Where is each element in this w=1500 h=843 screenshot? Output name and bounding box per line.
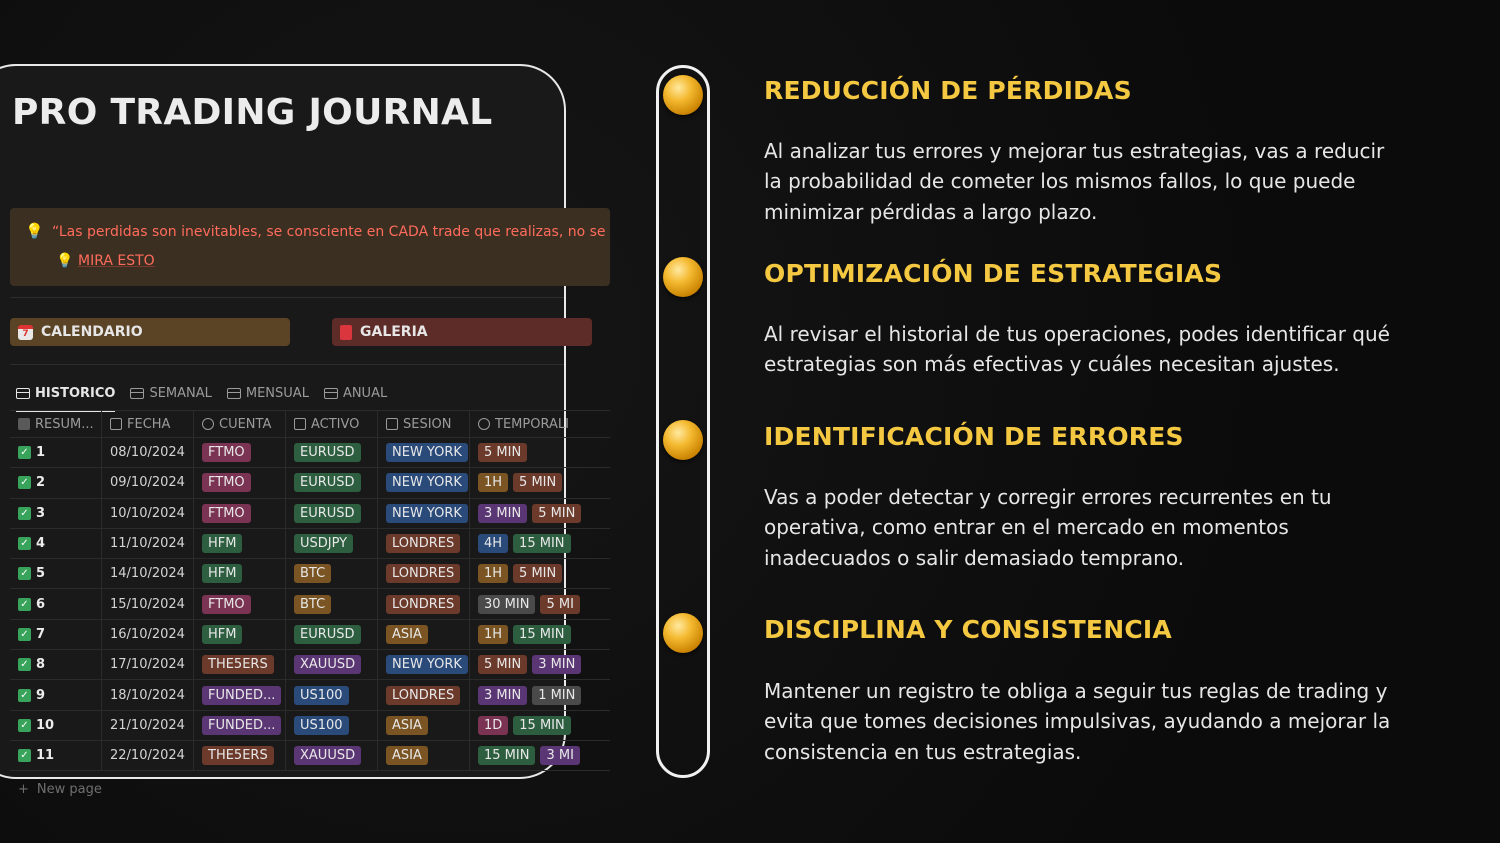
tag: FTMO <box>202 504 251 523</box>
cell-resumen[interactable] <box>10 650 101 679</box>
cell-sesion[interactable] <box>377 711 469 740</box>
cell-fecha[interactable] <box>101 438 193 467</box>
cell-fecha[interactable] <box>101 468 193 497</box>
row-number: 6 <box>36 596 46 612</box>
tag: 1H <box>478 625 508 644</box>
table-row[interactable] <box>10 468 610 498</box>
checkbox-checked-icon[interactable]: ✓ <box>18 476 31 489</box>
tag: 5 MIN <box>478 443 527 462</box>
tag: 5 MIN <box>513 564 562 583</box>
divider <box>10 297 564 298</box>
tag: HFM <box>202 534 242 553</box>
tag: NEW YORK <box>386 504 468 523</box>
section-title-identificacion: IDENTIFICACIÓN DE ERRORES <box>764 422 1184 451</box>
tag: 5 MIN <box>478 655 527 674</box>
table-icon <box>324 388 338 399</box>
checkbox-checked-icon[interactable]: ✓ <box>18 658 31 671</box>
cell-sesion[interactable] <box>377 438 469 467</box>
row-number: 8 <box>36 657 46 673</box>
page-title: PRO TRADING JOURNAL <box>12 92 493 133</box>
timeline-dot-3 <box>663 420 703 460</box>
tag: EURUSD <box>294 504 361 523</box>
checkbox-checked-icon[interactable]: ✓ <box>18 446 31 459</box>
lightbulb-icon: 💡 <box>25 222 44 240</box>
cell-sesion[interactable] <box>377 468 469 497</box>
cell-resumen[interactable] <box>10 620 101 649</box>
cell-cuenta[interactable] <box>193 438 285 467</box>
tag: FUNDED... <box>202 716 281 735</box>
cell-sesion[interactable] <box>377 499 469 528</box>
row-number: 4 <box>36 536 46 552</box>
column-header-activo[interactable] <box>285 411 377 437</box>
cell-activo[interactable] <box>285 468 377 497</box>
cell-resumen[interactable] <box>10 711 101 740</box>
tag: BTC <box>294 564 331 583</box>
date-value: 17/10/2024 <box>110 657 185 673</box>
section-body-disciplina: Mantener un registro te obliga a seguir tus reglas de trading y evita que tomes decisiones impulsivas, ayudando a mejorar la consistencia en tus estrategias. <box>764 679 1391 764</box>
row-number: 9 <box>36 687 46 703</box>
cell-fecha[interactable] <box>101 650 193 679</box>
date-value: 08/10/2024 <box>110 445 185 461</box>
cell-fecha[interactable] <box>101 589 193 618</box>
cell-cuenta[interactable] <box>193 499 285 528</box>
clock-icon <box>478 418 490 430</box>
calendario-label: CALENDARIO <box>41 324 143 340</box>
tag: LONDRES <box>386 595 460 614</box>
section-title-reduccion: REDUCCIÓN DE PÉRDIDAS <box>764 76 1132 105</box>
calendar-icon <box>110 418 122 430</box>
date-value: 16/10/2024 <box>110 626 185 642</box>
tag: NEW YORK <box>386 443 468 462</box>
table-row[interactable] <box>10 620 610 650</box>
checkbox-checked-icon[interactable]: ✓ <box>18 628 31 641</box>
tag: 3 MIN <box>478 504 527 523</box>
table-row[interactable] <box>10 499 610 529</box>
column-header-cuenta[interactable] <box>193 411 285 437</box>
tag: EURUSD <box>294 625 361 644</box>
cell-sesion[interactable] <box>377 529 469 558</box>
tag: FTMO <box>202 473 251 492</box>
timeline-dot-2 <box>663 257 703 297</box>
tag: HFM <box>202 625 242 644</box>
date-value: 10/10/2024 <box>110 505 185 521</box>
tag: US100 <box>294 716 349 735</box>
tag: XAUUSD <box>294 655 361 674</box>
cell-fecha[interactable] <box>101 680 193 709</box>
tag: NEW YORK <box>386 655 468 674</box>
checkbox-checked-icon[interactable]: ✓ <box>18 567 31 580</box>
cell-cuenta[interactable] <box>193 468 285 497</box>
tag: HFM <box>202 564 242 583</box>
tag: 1H <box>478 473 508 492</box>
tag: LONDRES <box>386 564 460 583</box>
table-icon <box>130 388 144 399</box>
table-row[interactable] <box>10 438 610 468</box>
tag: LONDRES <box>386 686 460 705</box>
checkbox-checked-icon[interactable]: ✓ <box>18 537 31 550</box>
tag: US100 <box>294 686 349 705</box>
view-tabs <box>16 382 402 412</box>
tag: 3 MIN <box>532 655 581 674</box>
tag: LONDRES <box>386 534 460 553</box>
column-header-resumen[interactable] <box>10 411 101 437</box>
cell-activo[interactable] <box>285 529 377 558</box>
cell-fecha[interactable] <box>101 559 193 588</box>
table-row[interactable] <box>10 711 610 741</box>
cell-cuenta[interactable] <box>193 620 285 649</box>
column-header-sesion[interactable] <box>377 411 469 437</box>
cell-fecha[interactable] <box>101 529 193 558</box>
column-label: CUENTA <box>219 416 272 432</box>
tab-historico[interactable] <box>16 382 115 412</box>
column-label: ACTIVO <box>311 416 360 432</box>
table-row[interactable] <box>10 559 610 589</box>
divider <box>10 364 564 365</box>
cell-activo[interactable] <box>285 680 377 709</box>
tag: USDJPY <box>294 534 353 553</box>
checkbox-icon <box>18 418 30 430</box>
date-value: 11/10/2024 <box>110 536 185 552</box>
tab-semanal[interactable] <box>130 382 211 404</box>
tag: FTMO <box>202 595 251 614</box>
tab-label: ANUAL <box>342 385 388 401</box>
plus-icon: + <box>18 782 29 797</box>
cell-resumen[interactable] <box>10 741 101 770</box>
calendar-icon: 7 <box>18 325 33 340</box>
row-number: 3 <box>36 505 46 521</box>
callout <box>10 208 610 286</box>
row-number: 2 <box>36 475 46 491</box>
tag: ASIA <box>386 625 428 644</box>
cell-temporalidad[interactable] <box>469 529 610 558</box>
cell-resumen[interactable] <box>10 589 101 618</box>
lightbulb-icon: 💡 <box>56 253 74 269</box>
tag: 15 MIN <box>513 716 570 735</box>
cell-temporalidad[interactable] <box>469 499 610 528</box>
section-title-optimizacion: OPTIMIZACIÓN DE ESTRATEGIAS <box>764 259 1223 288</box>
cell-cuenta[interactable] <box>193 711 285 740</box>
cell-fecha[interactable] <box>101 499 193 528</box>
date-value: 21/10/2024 <box>110 717 185 733</box>
tag: FTMO <box>202 443 251 462</box>
checkbox-checked-icon[interactable]: ✓ <box>18 689 31 702</box>
galeria-label: GALERIA <box>360 324 428 340</box>
table-row[interactable] <box>10 529 610 559</box>
cell-cuenta[interactable] <box>193 741 285 770</box>
tab-label: MENSUAL <box>245 385 309 401</box>
date-value: 09/10/2024 <box>110 475 185 491</box>
tag: THE5ERS <box>202 746 274 765</box>
tag: 3 MIN <box>478 686 527 705</box>
cell-activo[interactable] <box>285 589 377 618</box>
cell-resumen[interactable] <box>10 529 101 558</box>
cell-activo[interactable] <box>285 559 377 588</box>
tag: NEW YORK <box>386 473 468 492</box>
cell-sesion[interactable] <box>377 589 469 618</box>
table-header <box>10 410 610 438</box>
date-value: 14/10/2024 <box>110 566 185 582</box>
row-number: 11 <box>36 748 55 764</box>
cell-resumen[interactable] <box>10 468 101 497</box>
row-number: 10 <box>36 717 55 733</box>
asset-icon <box>294 418 306 430</box>
cell-sesion[interactable] <box>377 650 469 679</box>
cell-fecha[interactable] <box>101 741 193 770</box>
row-number: 5 <box>36 566 46 582</box>
cell-temporalidad[interactable] <box>469 438 610 467</box>
column-label: TEMPORALI <box>495 416 569 432</box>
cell-sesion[interactable] <box>377 559 469 588</box>
cell-activo[interactable] <box>285 711 377 740</box>
mira-esto-link[interactable]: MIRA ESTO <box>78 253 155 269</box>
tag: 3 MI <box>540 746 579 765</box>
cell-cuenta[interactable] <box>193 680 285 709</box>
table-row[interactable] <box>10 589 610 619</box>
cell-temporalidad[interactable] <box>469 620 610 649</box>
cell-temporalidad[interactable] <box>469 711 610 740</box>
cell-temporalidad[interactable] <box>469 650 610 679</box>
tag: 1D <box>478 716 508 735</box>
cell-cuenta[interactable] <box>193 650 285 679</box>
tag: 1H <box>478 564 508 583</box>
checkbox-checked-icon[interactable]: ✓ <box>18 749 31 762</box>
tab-anual[interactable] <box>324 382 387 404</box>
tag: XAUUSD <box>294 746 361 765</box>
checkbox-checked-icon[interactable]: ✓ <box>18 719 31 732</box>
column-header-fecha[interactable] <box>101 411 193 437</box>
cell-activo[interactable] <box>285 620 377 649</box>
checkbox-checked-icon[interactable]: ✓ <box>18 507 31 520</box>
cell-sesion[interactable] <box>377 680 469 709</box>
date-value: 15/10/2024 <box>110 596 185 612</box>
table-row[interactable] <box>10 741 610 771</box>
cell-activo[interactable] <box>285 438 377 467</box>
galeria-button[interactable] <box>332 318 592 346</box>
tag: ASIA <box>386 746 428 765</box>
cell-temporalidad[interactable] <box>469 559 610 588</box>
tab-mensual[interactable] <box>227 382 309 404</box>
cell-temporalidad[interactable] <box>469 680 610 709</box>
cell-activo[interactable] <box>285 499 377 528</box>
cell-sesion[interactable] <box>377 620 469 649</box>
new-page-button[interactable] <box>18 782 102 797</box>
timeline-dot-4 <box>663 613 703 653</box>
section-body-optimizacion: Al revisar el historial de tus operaciones, podes identificar qué estrategias son más efectivas y cuáles necesitan ajustes. <box>764 322 1390 377</box>
table-row[interactable] <box>10 680 610 710</box>
tab-label: SEMANAL <box>149 385 212 401</box>
cell-resumen[interactable] <box>10 680 101 709</box>
tag: 15 MIN <box>513 534 570 553</box>
cell-fecha[interactable] <box>101 620 193 649</box>
cell-cuenta[interactable] <box>193 559 285 588</box>
section-body-identificacion: Vas a poder detectar y corregir errores recurrentes en tu operativa, como entrar en el mercado en momentos inadecuados o salir demasiado temprano. <box>764 485 1332 570</box>
timeline-dot-1 <box>663 75 703 115</box>
column-header-temporalidad[interactable] <box>469 411 610 437</box>
tag: EURUSD <box>294 443 361 462</box>
cell-sesion[interactable] <box>377 741 469 770</box>
book-icon <box>340 325 352 340</box>
table-icon <box>227 388 241 399</box>
checkbox-checked-icon[interactable]: ✓ <box>18 598 31 611</box>
cell-activo[interactable] <box>285 741 377 770</box>
tag: 4H <box>478 534 508 553</box>
cell-cuenta[interactable] <box>193 589 285 618</box>
date-value: 22/10/2024 <box>110 748 185 764</box>
tag: 1 MIN <box>532 686 581 705</box>
tag: 15 MIN <box>478 746 535 765</box>
row-number: 7 <box>36 626 46 642</box>
tag: 5 MIN <box>513 473 562 492</box>
cell-resumen[interactable] <box>10 438 101 467</box>
select-icon <box>202 418 214 430</box>
table-row[interactable] <box>10 650 610 680</box>
section-body-reduccion: Al analizar tus errores y mejorar tus estrategias, vas a reducir la probabilidad de cometer los mismos fallos, lo que puede minimizar pérdidas a largo plazo. <box>764 139 1385 224</box>
tab-label: HISTORICO <box>35 385 116 401</box>
cell-temporalidad[interactable] <box>469 589 610 618</box>
tag: BTC <box>294 595 331 614</box>
tag: 5 MI <box>540 595 579 614</box>
tag: FUNDED... <box>202 686 281 705</box>
column-label: SESION <box>403 416 452 432</box>
tag: EURUSD <box>294 473 361 492</box>
table-icon <box>16 388 30 399</box>
row-number: 1 <box>36 445 46 461</box>
cell-fecha[interactable] <box>101 711 193 740</box>
cell-cuenta[interactable] <box>193 529 285 558</box>
session-icon <box>386 418 398 430</box>
tag: ASIA <box>386 716 428 735</box>
tag: 15 MIN <box>513 625 570 644</box>
date-value: 18/10/2024 <box>110 687 185 703</box>
column-label: RESUM... <box>35 416 94 432</box>
cell-resumen[interactable] <box>10 499 101 528</box>
tag: 5 MIN <box>532 504 581 523</box>
cell-temporalidad[interactable] <box>469 741 610 770</box>
journal-screenshot-panel <box>0 64 606 797</box>
trades-table <box>10 410 610 771</box>
section-title-disciplina: DISCIPLINA Y CONSISTENCIA <box>764 615 1172 644</box>
new-page-label: New page <box>36 782 102 797</box>
callout-quote: “Las perdidas son inevitables, se consciente en CADA trade que realizas, no se <box>52 224 606 240</box>
tag: 30 MIN <box>478 595 535 614</box>
calendario-button[interactable] <box>10 318 290 346</box>
cell-resumen[interactable] <box>10 559 101 588</box>
cell-temporalidad[interactable] <box>469 468 610 497</box>
column-label: FECHA <box>127 416 171 432</box>
tag: THE5ERS <box>202 655 274 674</box>
cell-activo[interactable] <box>285 650 377 679</box>
